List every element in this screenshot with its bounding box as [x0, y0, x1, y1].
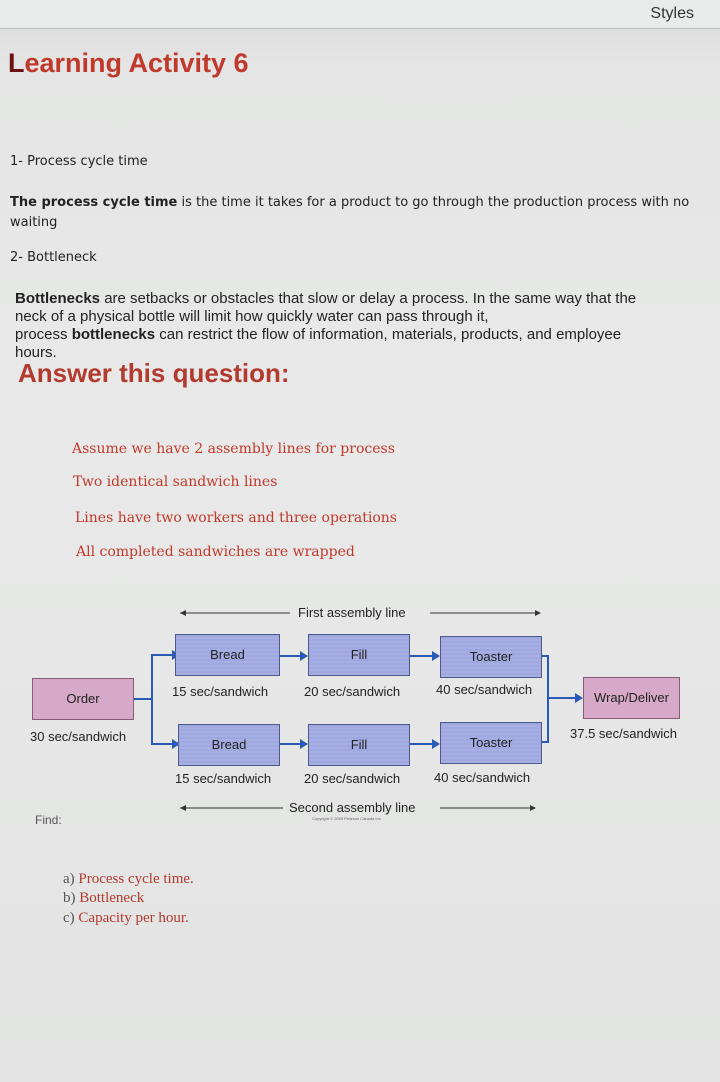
line2-toaster-rate: 40 sec/sandwich: [434, 770, 531, 785]
station-label: Bread: [210, 647, 245, 662]
section1-term: The process cycle time: [10, 195, 178, 210]
section2-heading: 2- Bottleneck: [10, 250, 97, 265]
wrap-label: Wrap/Deliver: [594, 690, 669, 705]
assumption-item: Two identical sandwich lines: [73, 474, 278, 490]
question-num: b): [63, 890, 76, 906]
assumption-item: All completed sandwiches are wrapped: [76, 544, 355, 560]
question-num: c): [63, 910, 75, 926]
station-label: Toaster: [469, 649, 513, 664]
line1-toaster-rate: 40 sec/sandwich: [436, 682, 533, 697]
wrap-deliver-box: [583, 677, 680, 719]
line2-bread-box: [178, 724, 280, 766]
section1-text: is the time it takes for a product to go through the production process with no: [177, 195, 690, 210]
assumption-item: Assume we have 2 assembly lines for process: [72, 441, 395, 457]
question-text: Process cycle time.: [78, 871, 194, 887]
order-label: Order: [66, 691, 100, 706]
question-text: Bottleneck: [79, 890, 145, 906]
styles-button[interactable]: Styles: [650, 5, 694, 22]
title-first-letter: L: [8, 48, 25, 78]
order-rate: 30 sec/sandwich: [30, 729, 127, 744]
line1-toaster-box: [440, 636, 542, 678]
line1-bread-box: [175, 634, 280, 676]
line1-bread-rate: 15 sec/sandwich: [172, 684, 269, 699]
second-line-label: Second assembly line: [289, 800, 416, 815]
title-rest: earning Activity 6: [24, 48, 249, 78]
line2-fill-box: [308, 724, 410, 766]
line2-fill-rate: 20 sec/sandwich: [304, 771, 401, 786]
copyright-note: Copyright © 2009 Pearson Canada Inc.: [312, 816, 382, 821]
bottlenecks-term: Bottlenecks: [15, 290, 101, 307]
question-text: Capacity per hour.: [78, 910, 189, 926]
section2-p4: hours.: [15, 344, 57, 361]
station-label: Bread: [211, 737, 247, 752]
wrap-rate: 37.5 sec/sandwich: [570, 726, 677, 741]
question-num: a): [63, 871, 75, 887]
line1-fill-box: [308, 634, 410, 676]
line2-toaster-box: [440, 722, 542, 764]
first-line-label: First assembly line: [298, 605, 406, 620]
station-label: Fill: [350, 647, 368, 662]
assumption-item: Lines have two workers and three operations: [75, 510, 397, 526]
section2-p3a: process: [15, 326, 72, 343]
section2-p1: are setbacks or obstacles that slow or delay a process. In the same way that the: [100, 290, 637, 307]
section2-p3b: can restrict the flow of information, materials, products, and employee: [155, 326, 622, 343]
order-box: [32, 678, 134, 720]
line2-bread-rate: 15 sec/sandwich: [175, 771, 272, 786]
find-label: Find:: [35, 813, 62, 827]
question-item: [63, 890, 144, 907]
station-label: Fill: [350, 737, 368, 752]
bottlenecks-term-2: bottlenecks: [71, 326, 156, 343]
section1-text2: waiting: [10, 215, 58, 230]
answer-heading: Answer this question:: [18, 358, 290, 388]
line1-fill-rate: 20 sec/sandwich: [304, 684, 401, 699]
station-label: Toaster: [469, 735, 513, 750]
section2-p2: neck of a physical bottle will limit how quickly water can pass through it,: [15, 308, 489, 325]
question-item: [63, 871, 194, 888]
question-item: [63, 910, 189, 927]
section1-heading: 1- Process cycle time: [10, 154, 148, 169]
